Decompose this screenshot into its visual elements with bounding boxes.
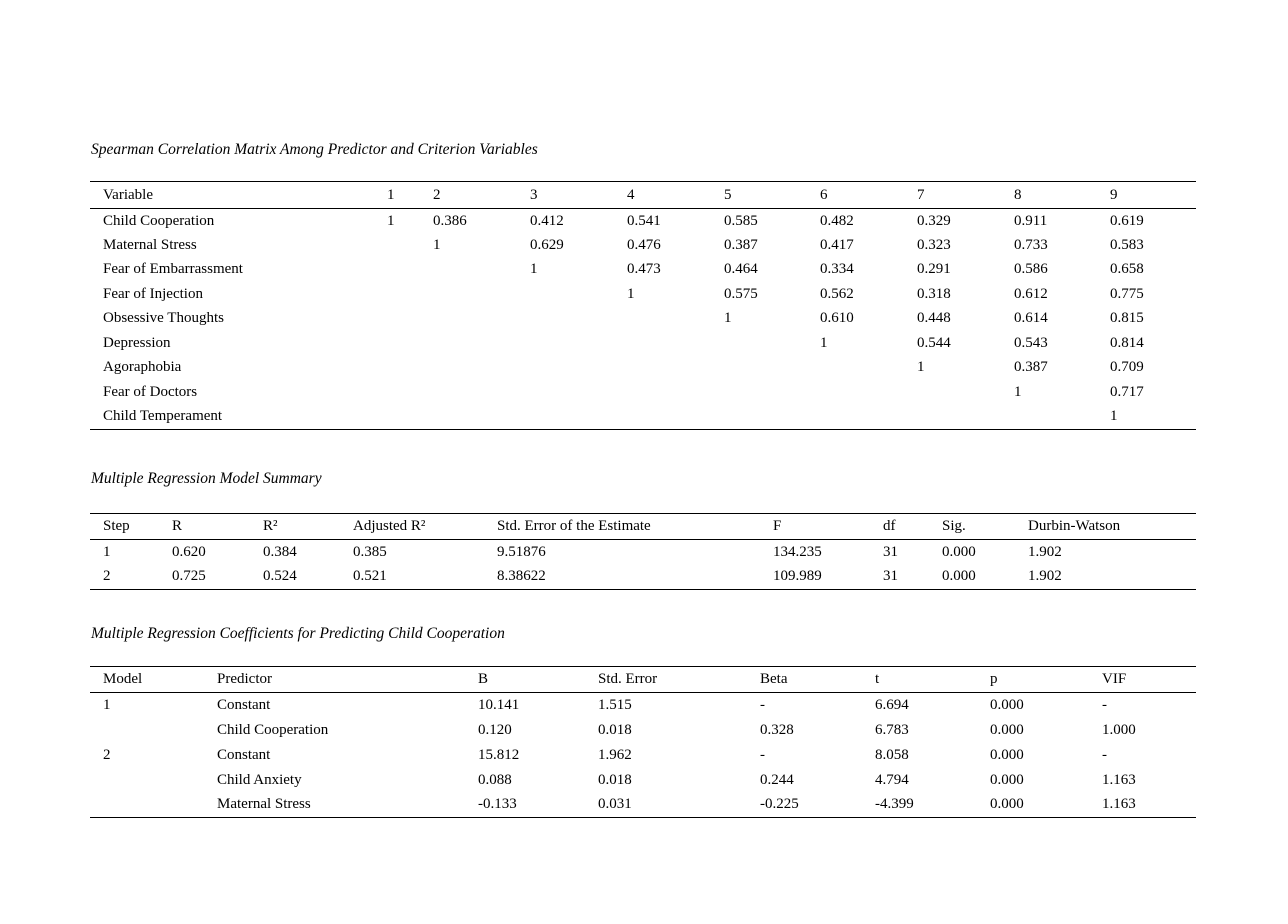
table-cell: 0.000 <box>990 721 1024 738</box>
table-cell: Child Temperament <box>103 408 223 424</box>
table-cell: 0.775 <box>1110 285 1144 302</box>
table-cell: 0.543 <box>1014 334 1048 351</box>
table-header-row <box>90 182 1196 209</box>
table-cell: 0.612 <box>1014 285 1048 302</box>
column-header: Model <box>103 671 143 687</box>
table-cell: 0.476 <box>627 236 661 253</box>
table-cell: Depression <box>103 334 171 351</box>
table-cell <box>627 307 724 332</box>
table-cell: 0.619 <box>1110 212 1144 229</box>
table-cell <box>917 380 1014 405</box>
column-header: B <box>478 671 489 687</box>
table-cell: 0.725 <box>172 568 206 585</box>
column-header: Variable <box>103 186 153 203</box>
table-cell: 0.329 <box>917 212 951 229</box>
table-row <box>90 540 1196 565</box>
table-cell <box>530 331 627 356</box>
regression-coefficients-table <box>90 666 1196 818</box>
table-cell: 8.38622 <box>497 568 546 585</box>
column-header: Predictor <box>217 671 272 687</box>
table-row <box>90 405 1196 430</box>
table-cell <box>1014 405 1110 430</box>
table-cell: 0.586 <box>1014 261 1048 278</box>
table-cell: 15.812 <box>478 746 520 763</box>
table-row <box>90 258 1196 283</box>
table-row <box>90 380 1196 405</box>
table-cell: 31 <box>883 568 898 585</box>
table-cell: 1 <box>627 285 635 302</box>
table-cell: 0.000 <box>942 568 976 585</box>
table-cell: 0.323 <box>917 236 951 253</box>
table-cell: 0.733 <box>1014 236 1048 253</box>
table-cell: 1 <box>820 334 828 351</box>
table-cell <box>724 380 820 405</box>
table-row <box>90 233 1196 258</box>
table-cell: 6.694 <box>875 696 909 713</box>
table-cell: 0.709 <box>1110 359 1144 376</box>
table-cell <box>387 331 433 356</box>
table-cell: Child Anxiety <box>217 771 302 788</box>
table-cell: 0.614 <box>1014 310 1048 327</box>
table-cell: 0.717 <box>1110 383 1144 400</box>
table-cell <box>387 356 433 381</box>
table-cell <box>387 258 433 283</box>
table-cell <box>627 356 724 381</box>
table-cell: 1 <box>1014 383 1022 400</box>
table-row <box>90 768 1196 793</box>
table-row <box>90 743 1196 768</box>
table-cell <box>90 718 217 743</box>
table-row <box>90 331 1196 356</box>
column-header: 8 <box>1014 186 1022 203</box>
table-cell: 1 <box>103 543 111 560</box>
table-cell <box>90 793 217 818</box>
table-header-row <box>90 514 1196 540</box>
table-cell: 1 <box>530 261 538 278</box>
column-header: Durbin-Watson <box>1028 518 1121 534</box>
column-header: 3 <box>530 186 538 203</box>
table-row <box>90 793 1196 818</box>
table-cell: -0.225 <box>760 796 799 813</box>
table-cell: 0.815 <box>1110 310 1144 327</box>
table-row <box>90 565 1196 590</box>
table-cell <box>627 331 724 356</box>
table-cell <box>820 405 917 430</box>
table-cell: 0.387 <box>1014 359 1048 376</box>
table-cell <box>724 331 820 356</box>
table-row <box>90 693 1196 718</box>
table-cell: 0.031 <box>598 796 632 813</box>
table-cell: 0.562 <box>820 285 854 302</box>
table-row <box>90 356 1196 381</box>
table-cell: - <box>1102 746 1107 763</box>
table-cell: 2 <box>103 746 111 763</box>
table-cell: 0.541 <box>627 212 661 229</box>
model-summary-table <box>90 513 1196 590</box>
table-cell: Constant <box>217 746 271 763</box>
table-cell: Child Cooperation <box>217 721 329 738</box>
column-header: F <box>773 518 782 534</box>
table-cell: 0.814 <box>1110 334 1144 351</box>
table-cell <box>387 380 433 405</box>
table-cell <box>433 331 530 356</box>
table-cell: 0.018 <box>598 771 632 788</box>
column-header: 5 <box>724 186 732 203</box>
table-cell <box>433 307 530 332</box>
table-cell: 1.962 <box>598 746 632 763</box>
table-cell: 6.783 <box>875 721 909 738</box>
table-cell: 1.902 <box>1028 543 1062 560</box>
table-cell: 0.610 <box>820 310 854 327</box>
table-cell: 0.575 <box>724 285 758 302</box>
column-header: t <box>875 671 880 687</box>
column-header: 9 <box>1110 186 1118 203</box>
table-cell <box>387 233 433 258</box>
column-header: p <box>990 671 998 687</box>
table-cell: - <box>1102 696 1107 713</box>
table-cell: 1 <box>103 696 111 713</box>
column-header: 2 <box>433 186 441 203</box>
table-cell: 10.141 <box>478 696 520 713</box>
table-cell: 0.417 <box>820 236 854 253</box>
table-row <box>90 307 1196 332</box>
table-cell <box>627 405 724 430</box>
table-header-row <box>90 667 1196 693</box>
table-cell: Agoraphobia <box>103 359 182 376</box>
column-header: 7 <box>917 186 925 203</box>
table-cell: 0.000 <box>942 543 976 560</box>
table-cell: 0.000 <box>990 746 1024 763</box>
table-cell: 134.235 <box>773 543 822 560</box>
table-cell: 0.334 <box>820 261 854 278</box>
column-header: Beta <box>760 671 788 687</box>
table-cell: 1.000 <box>1102 721 1136 738</box>
table-cell: Constant <box>217 696 271 713</box>
table-cell: 0.120 <box>478 721 512 738</box>
table-cell: 0.658 <box>1110 261 1144 278</box>
column-header: Adjusted R² <box>353 518 426 534</box>
table-cell: 0.544 <box>917 334 951 351</box>
table-cell: 0.318 <box>917 285 951 302</box>
table-cell: 0.464 <box>724 261 758 278</box>
table-cell: 31 <box>883 543 898 560</box>
table-cell: Obsessive Thoughts <box>103 310 224 327</box>
table-cell: 0.244 <box>760 771 794 788</box>
table-cell <box>433 380 530 405</box>
regression-coefficients-title: Multiple Regression Coefficients for Predicting Child Cooperation <box>91 625 505 642</box>
table-cell <box>724 405 820 430</box>
table-cell: - <box>760 696 765 713</box>
column-header: df <box>883 518 896 534</box>
table-cell: 0.386 <box>433 212 467 229</box>
column-header: Sig. <box>942 518 966 534</box>
table-cell: 0.018 <box>598 721 632 738</box>
table-cell: 0.291 <box>917 261 951 278</box>
table-row <box>90 718 1196 743</box>
table-cell: Child Cooperation <box>103 212 215 229</box>
table-cell: Maternal Stress <box>217 796 311 813</box>
table-cell: 2 <box>103 568 111 585</box>
table-row <box>90 209 1196 234</box>
table-cell <box>820 356 917 381</box>
table-cell: -0.133 <box>478 796 517 813</box>
table-cell: 109.989 <box>773 568 822 585</box>
table-cell <box>387 307 433 332</box>
table-cell <box>530 380 627 405</box>
table-cell <box>917 405 1014 430</box>
table-cell: 1 <box>917 359 925 376</box>
table-cell <box>820 380 917 405</box>
table-cell: 0.387 <box>724 236 758 253</box>
table-cell: 9.51876 <box>497 543 546 560</box>
column-header: 6 <box>820 186 828 203</box>
table-cell: 0.000 <box>990 796 1024 813</box>
table-cell <box>433 258 530 283</box>
table-cell <box>724 356 820 381</box>
table-cell <box>433 282 530 307</box>
table-cell: 0.583 <box>1110 236 1144 253</box>
column-header: Std. Error of the Estimate <box>497 518 651 534</box>
table-cell: 0.384 <box>263 543 297 560</box>
table-cell <box>387 405 433 430</box>
column-header: R² <box>263 518 278 534</box>
table-cell: 1 <box>724 310 732 327</box>
table-cell: 8.058 <box>875 746 909 763</box>
table-cell: 1 <box>433 236 441 253</box>
table-cell: 1.902 <box>1028 568 1062 585</box>
table-cell: 1.515 <box>598 696 632 713</box>
column-header: VIF <box>1102 671 1127 687</box>
table-cell: 0.629 <box>530 236 564 253</box>
table-cell <box>433 356 530 381</box>
table-cell <box>90 768 217 793</box>
table-cell: 1.163 <box>1102 771 1136 788</box>
table-cell <box>530 405 627 430</box>
column-header: Std. Error <box>598 671 658 687</box>
table-cell: 0.521 <box>353 568 387 585</box>
table-cell: 0.000 <box>990 696 1024 713</box>
table-cell: 0.585 <box>724 212 758 229</box>
table-cell <box>530 356 627 381</box>
column-header: 1 <box>387 186 395 203</box>
correlation-matrix-title: Spearman Correlation Matrix Among Predictor and Criterion Variables <box>91 141 538 158</box>
table-cell: 1 <box>387 212 395 229</box>
table-cell: Fear of Embarrassment <box>103 261 243 278</box>
table-cell: Fear of Doctors <box>103 383 198 400</box>
model-summary-title: Multiple Regression Model Summary <box>91 470 322 487</box>
table-cell: Maternal Stress <box>103 236 197 253</box>
table-cell: 0.000 <box>990 771 1024 788</box>
table-cell: 0.328 <box>760 721 794 738</box>
table-cell <box>530 307 627 332</box>
table-cell: 1 <box>1110 408 1118 424</box>
table-cell: 0.473 <box>627 261 661 278</box>
table-cell: 0.911 <box>1014 212 1048 229</box>
table-cell: 0.412 <box>530 212 564 229</box>
table-cell: - <box>760 746 765 763</box>
table-cell: 0.482 <box>820 212 854 229</box>
table-cell: 4.794 <box>875 771 909 788</box>
table-cell <box>387 282 433 307</box>
table-row <box>90 282 1196 307</box>
table-cell: 0.448 <box>917 310 951 327</box>
table-cell: 0.620 <box>172 543 206 560</box>
table-cell: Fear of Injection <box>103 285 203 302</box>
table-cell: 0.385 <box>353 543 387 560</box>
table-cell <box>433 405 530 430</box>
table-cell <box>530 282 627 307</box>
correlation-matrix-table <box>90 181 1196 430</box>
table-cell: 0.088 <box>478 771 512 788</box>
table-cell: 0.524 <box>263 568 297 585</box>
column-header: R <box>172 518 183 534</box>
table-cell: -4.399 <box>875 796 914 813</box>
table-cell: 1.163 <box>1102 796 1136 813</box>
table-cell <box>627 380 724 405</box>
column-header: 4 <box>627 186 635 203</box>
column-header: Step <box>103 518 130 534</box>
